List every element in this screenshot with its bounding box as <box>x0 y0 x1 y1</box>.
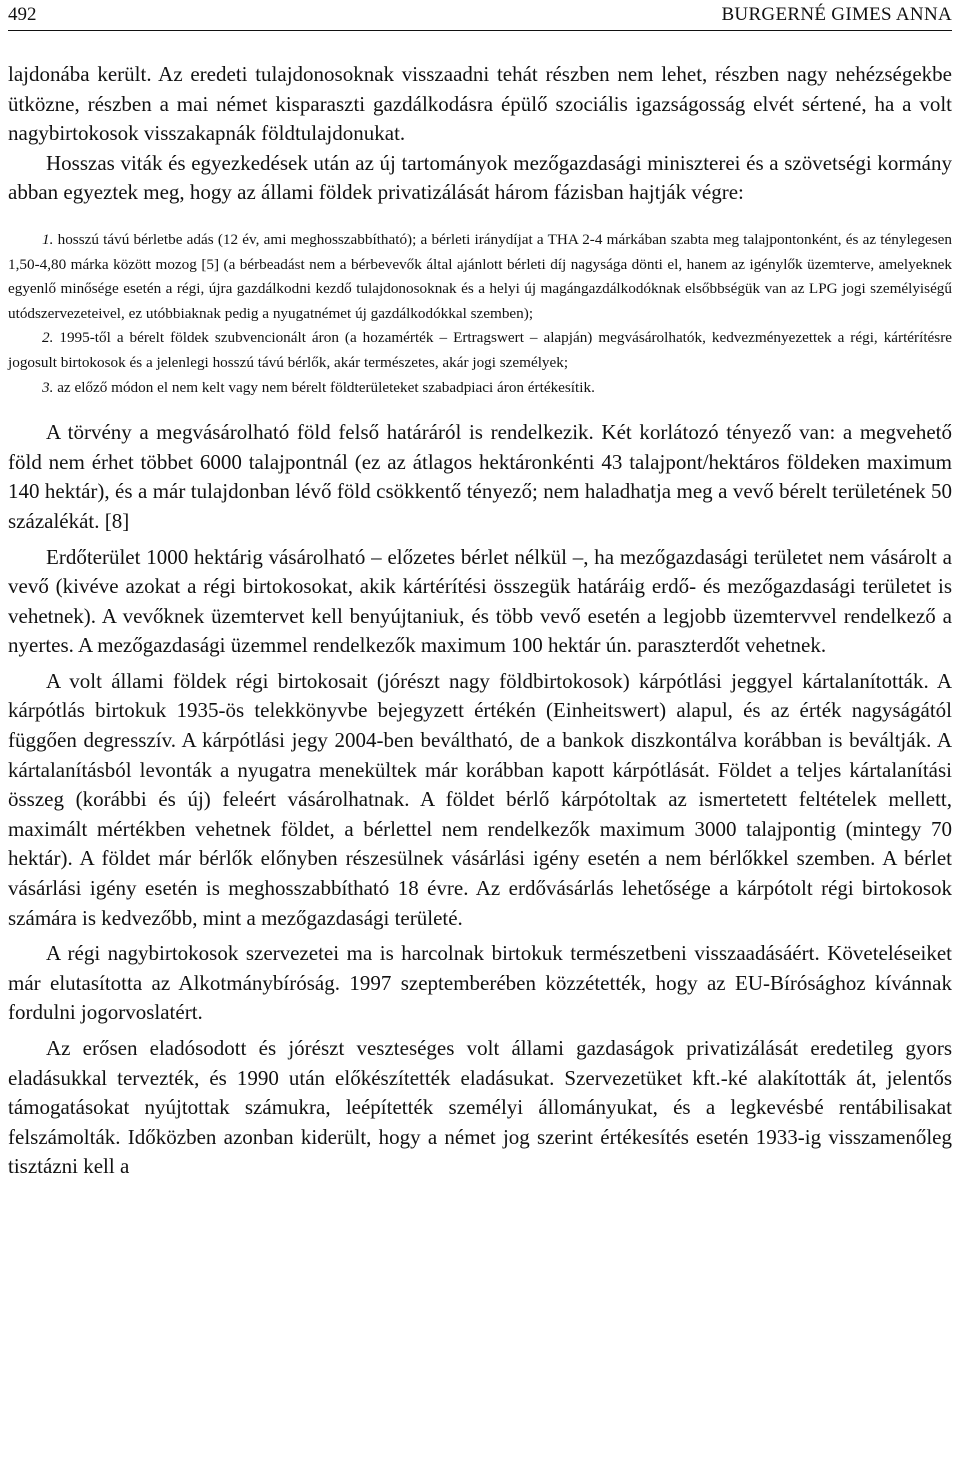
list-item-text: az előző módon el nem kelt vagy nem bérelt földterületeket szabadpiaci áron értékesítik. <box>53 378 595 396</box>
list-item <box>8 326 952 375</box>
list-item <box>8 228 952 326</box>
paragraph-continued: lajdonába került. Az eredeti tulajdonosoknak visszaadni tehát részben nem lehet, részben nagy nehézségekbe ütközne, részben a mai német kisparaszti gazdálkodásra épülő szociális igazságosság elvét sértené, ha a volt nagybirtokosok visszakapnák földtulajdonukat. <box>8 62 952 146</box>
paragraph: A régi nagybirtokosok szervezetei ma is harcolnak birtokuk természetbeni visszaadásáért. Követeléseiket már elutasította az Alkotmánybíróság. 1997 szeptemberében közzétették, hogy az EU-Bírósághoz kívánnak fordulni jogorvoslatért. <box>8 941 952 1025</box>
paragraph: Az erősen eladósodott és jórészt veszteséges volt állami gazdaságok privatizálását eredetileg gyors eladásukkal tervezték, és 1990 után előkészítették eladásukat. Szervezetüket kft.-ké alakították át, jelentős támogatásokat nyújtottak számukra, leépítették személyi állományukat, és a legkevésbé rentábilisakat felszámolták. Időközben azonban kiderült, hogy a német jog szerint értékesítés esetén 1933-ig visszamenőleg tisztázni kell a <box>8 1036 952 1179</box>
list-item-text: 1995-től a bérelt földek szubvencionált áron (a hozamérték – Ertragswert – alapján) megvásárolhatók, kedvezményezettek a régi, kártérítésre jogosult birtokosok és a jelenlegi hosszú távú bérlők, akár természetes, akár jogi személyek; <box>8 329 952 371</box>
paragraph: A volt állami földek régi birtokosait (jórészt nagy földbirtokosok) kárpótlási jeggyel kártalanították. A kárpótlás birtokuk 1935-ös telekkönyvbe bejegyzett értékén (Einheitswert) alapul, és az érték nagyságától függően degresszív. A kárpótlási jegy 2004-ben beváltható, de a bankok diszkontálva korábban is beváltják. A kártalanításból levonták a nyugatra menekültek már korábban kapott kárpótlását. Földet a teljes kártalanítási összeg (korábbi és új) feleért vásárolhatnak. A földet bérlő kárpótoltak az ismertetett feltételek mellett, maximált mértékben vehetnek földet, a bérlettel nem rendelkezők maximum 3000 talajpontig (mintegy 70 hektár). A földet már bérlők előnyben részesülnek vásárlási igény esetén a nem bérlőkkel szemben. A bérlet vásárlási igény esetén is meghosszabbítható 18 évre. Az erdővásárlás lehetősége a kárpótolt régi birtokosok számára is kedvezőbb, mint a mezőgazdasági területé. <box>8 668 952 930</box>
list-item-number: 1. <box>42 230 54 248</box>
paragraph: Erdőterület 1000 hektárig vásárolható – előzetes bérlet nélkül –, ha mezőgazdasági területet nem vásárolt a vevő (kivéve azokat a régi birtokosokat, akik kártérítési összegük határáig erdő- és mezőgazdasági területet is vehetnek). A vevőknek üzemtervet kell benyújtaniuk, és több vevő esetén a legjobb üzemtervvel rendelkező a nyertes. A mezőgazdasági üzemmel rendelkezők maximum 100 hektár ún. paraszterdőt vehetnek. <box>8 544 952 658</box>
running-header <box>8 4 952 31</box>
phase-list <box>8 228 952 400</box>
page-number: 492 <box>8 4 37 25</box>
list-item-number: 2. <box>42 329 54 347</box>
page-body <box>8 60 952 1182</box>
paragraph: Hosszas viták és egyezkedések után az új tartományok mezőgazdasági miniszterei és a szövetségi kormány abban egyeztek meg, hogy az állami földek privatizálását három fázisban hajtják végre: <box>8 150 952 205</box>
list-item <box>8 376 952 401</box>
list-item-text: hosszú távú bérletbe adás (12 év, ami meghosszabbítható); a bérleti iránydíjat a THA 2-4 márkában szabta meg talajpontonként, és az ténylegesen 1,50-4,80 márka között mozog [5] (a bérbeadást nem a bérbevevők által ajánlott bérleti díj nagysága dönti el, hanem az igénylők üzemterve, amelyeknek egyenlő minősége esetén a régi, újra gazdálkodni kezdő tulajdonosoknak és a helyi új magángazdálkodóknak elsőbbségük van az LPG jogi személyiségű utódszervezeteivel, ez utóbbiaknak pedig a nyugatnémet új gazdálkodókkal szemben); <box>8 230 952 322</box>
list-item-number: 3. <box>42 378 54 396</box>
paragraph: A törvény a megvásárolható föld felső határáról is rendelkezik. Két korlátozó tényező van: a megvehető föld nem érhet többet 6000 talajpontnál (ez az átlagos hektáronkénti 43 talajpont/hektáros földeken maximum 140 hektár), és a már tulajdonban lévő föld csökkentő tényező; nem haladhatja meg a vevő bérelt területének 50 százalékát. [8] <box>8 420 952 533</box>
running-head-author: BURGERNÉ GIMES ANNA <box>721 4 952 25</box>
